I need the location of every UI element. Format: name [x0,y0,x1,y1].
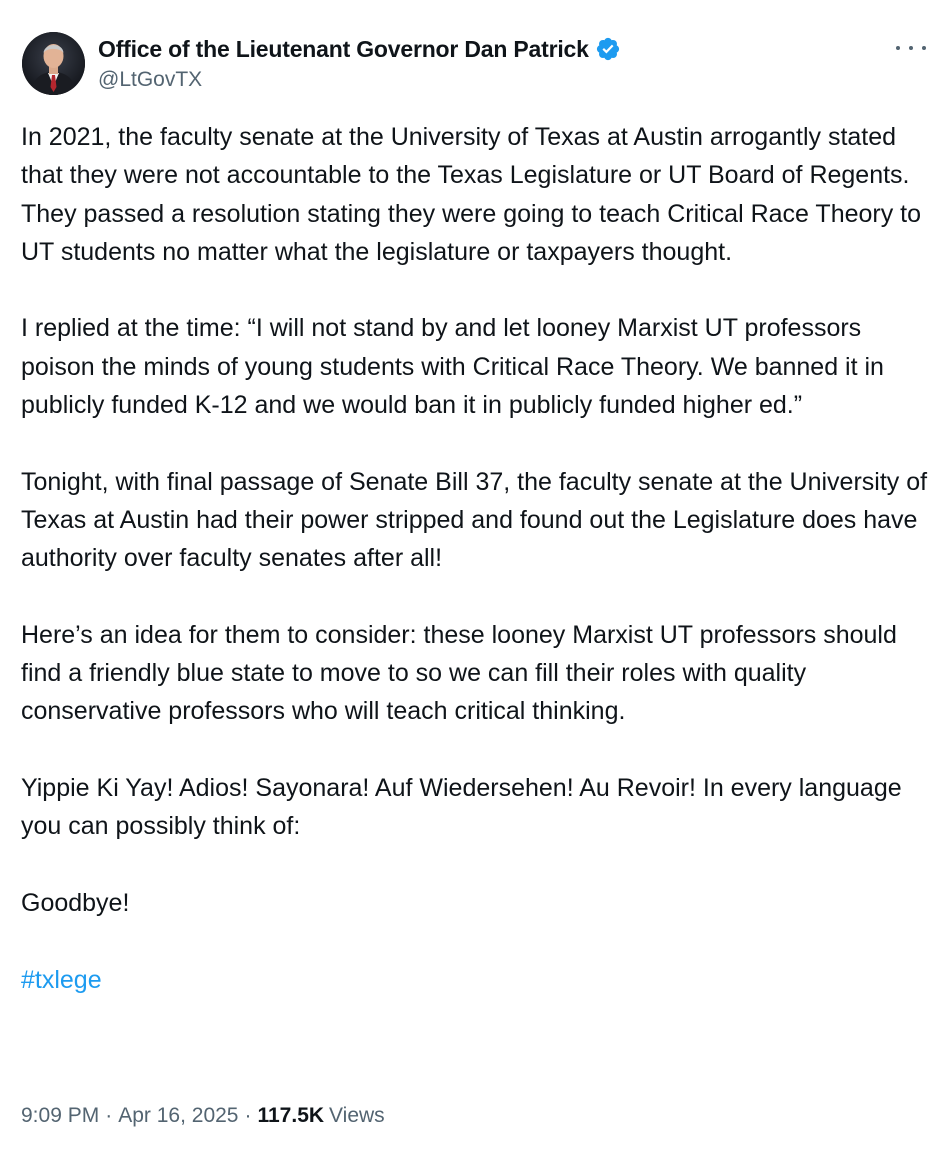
tweet-paragraph [21,961,931,999]
author-display-name[interactable]: Office of the Lieutenant Governor Dan Patrick [98,35,589,62]
meta-separator: · [105,1104,113,1127]
tweet-paragraph: Goodbye! [21,888,130,917]
more-dot-icon [909,46,913,50]
display-name-row [98,34,621,64]
tweet-paragraph: Here’s an idea for them to consider: these looney Marxist UT professors should find a friendly blue state to move to so we can fill their roles with quality conservative professors who will teach critical thinking. [21,620,897,726]
tweet-time[interactable]: 9:09 PM [21,1104,100,1127]
views-count[interactable]: 117.5K [257,1104,325,1127]
tweet-header [22,32,928,98]
views-label[interactable]: Views [329,1104,385,1127]
verified-badge-icon[interactable] [595,36,621,62]
author-handle[interactable]: @LtGovTX [98,68,203,91]
tweet-paragraph: Tonight, with final passage of Senate Bill 37, the faculty senate at the University of Texas at Austin had their power stripped and found out the Legislature does have authority over faculty senates after all! [21,467,928,573]
author-names [98,34,621,92]
more-options-icon[interactable] [896,38,926,58]
tweet-text [21,118,931,1037]
tweet-paragraph: I replied at the time: “I will not stand by and let looney Marxist UT professors poison the minds of young students with Critical Race Theory. We banned it in publicly funded K-12 and we would ban it in publicly funded higher ed.” [21,314,884,420]
tweet-date[interactable]: Apr 16, 2025 [118,1104,239,1127]
person-portrait-icon[interactable] [22,32,85,95]
meta-separator: · [244,1104,252,1127]
tweet-meta [21,1104,385,1128]
tweet-paragraph: Yippie Ki Yay! Adios! Sayonara! Auf Wiedersehen! Au Revoir! In every language you can possibly think of: [21,774,902,841]
more-dot-icon [922,46,926,50]
tweet-paragraph: In 2021, the faculty senate at the University of Texas at Austin arrogantly stated that they were not accountable to the Texas Legislature or UT Board of Regents. They passed a resolution stating they were going to teach Critical Race Theory to UT students no matter what the legislature or taxpayers thought. [21,123,922,266]
more-dot-icon [896,46,900,50]
hashtag-link[interactable]: #txlege [21,965,102,994]
